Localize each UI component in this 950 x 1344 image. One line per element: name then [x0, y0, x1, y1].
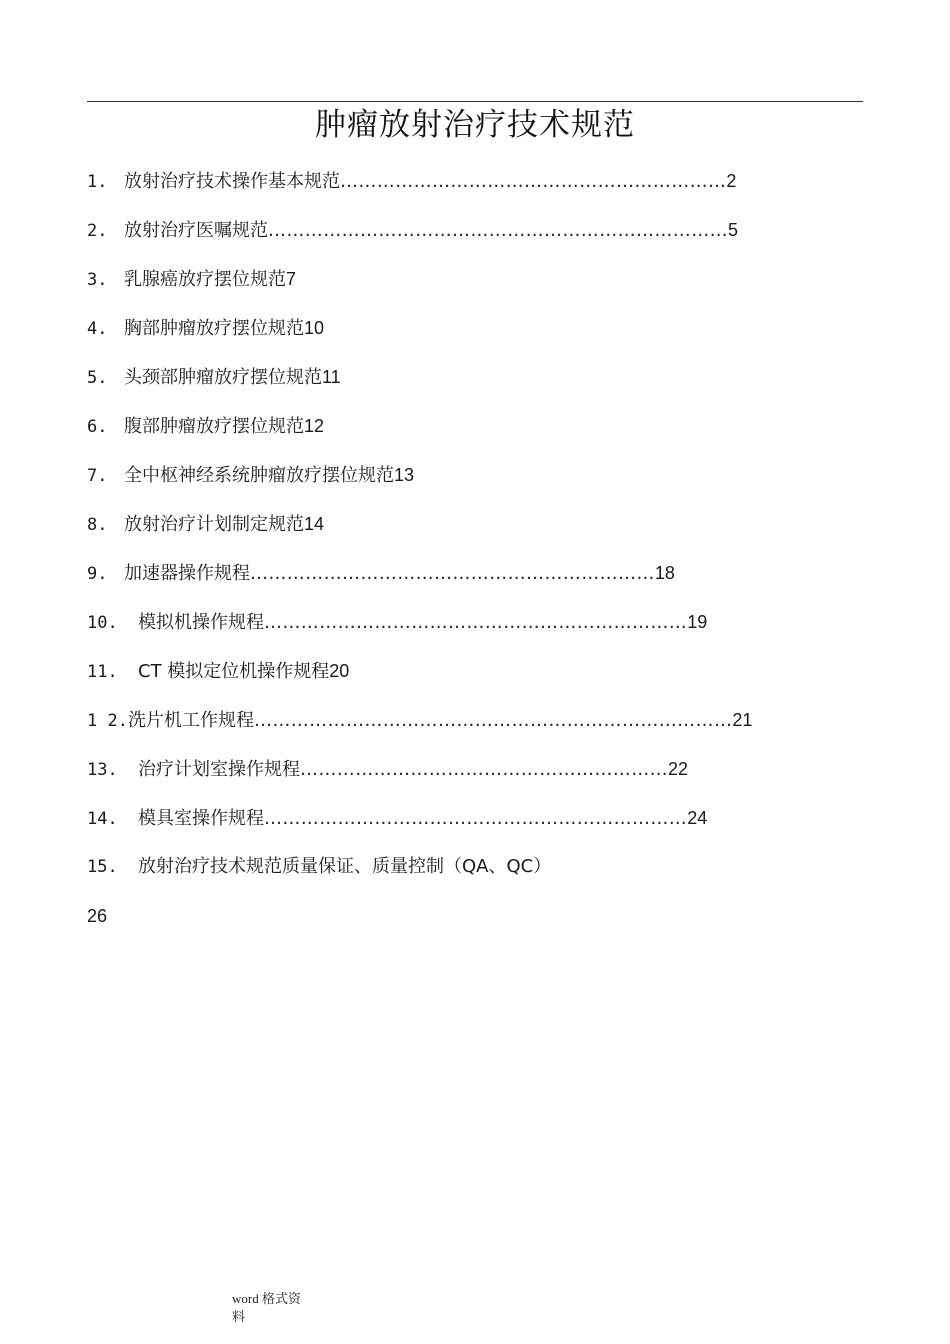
- toc-entry-leader: ……………………………………………………………: [264, 808, 688, 829]
- toc-entry: [87, 166, 863, 215]
- footer-line: 料: [232, 1309, 246, 1324]
- toc-entry: [87, 754, 863, 803]
- toc-entry-page: 5: [728, 220, 739, 240]
- toc-entry-number: 1.: [87, 172, 108, 192]
- toc-entry-label: 模具室操作规程: [138, 808, 264, 829]
- toc-entry-page: 24: [687, 808, 708, 828]
- toc-entry-leader: …………………………………………………………: [250, 563, 655, 584]
- toc-entry-page: 13: [394, 465, 415, 485]
- toc-entry: [87, 411, 863, 460]
- toc-entry-leader: ……………………………………………………………: [264, 612, 688, 633]
- toc-entry-leader: ……………………………………………………: [300, 759, 668, 780]
- toc-entry-page: 21: [732, 710, 753, 730]
- toc-entry-number: 7.: [87, 466, 108, 486]
- toc-entry-label: 全中枢神经系统肿瘤放疗摆位规范: [124, 465, 394, 486]
- toc-entry-number: 14.: [87, 809, 118, 829]
- toc-entry-page: 7: [286, 269, 297, 289]
- toc-entry: [87, 313, 863, 362]
- toc-entry-number: 4.: [87, 319, 108, 339]
- page-footer: [232, 1290, 301, 1326]
- toc-entry-page: 22: [668, 759, 689, 779]
- toc-entry: [87, 215, 863, 264]
- toc-entry-leader: …………………………………………………………………: [268, 220, 728, 241]
- toc-entry: [87, 264, 863, 313]
- toc-entry-page: 12: [304, 416, 325, 436]
- toc-entry-label: 加速器操作规程: [124, 563, 250, 584]
- toc-entry: [87, 656, 863, 705]
- toc-entry-label: 放射治疗医嘱规范: [124, 220, 268, 241]
- toc-entry-label: 乳腺癌放疗摆位规范: [124, 269, 286, 290]
- toc-entry-page: 14: [304, 514, 325, 534]
- toc-entry-number: 1 2.: [87, 711, 128, 731]
- toc-entry-label: 头颈部肿瘤放疗摆位规范: [124, 367, 322, 388]
- toc-entry-leader: ……………………………………………………………………: [253, 710, 733, 731]
- toc-entry: [87, 705, 863, 754]
- table-of-contents: [87, 166, 863, 941]
- toc-entry-page: 10: [304, 318, 325, 338]
- toc-entry: [87, 460, 863, 509]
- toc-entry-label: 腹部肿瘤放疗摆位规范: [124, 416, 304, 437]
- toc-entry-page: 18: [654, 563, 675, 583]
- toc-entry-leader: ………………………………………………………: [340, 171, 727, 192]
- toc-entry-number: 8.: [87, 515, 108, 535]
- toc-entry-label: 放射治疗技术规范质量保证、质量控制（QA、QC）: [138, 856, 552, 877]
- toc-entry-label: CT 模拟定位机操作规程: [138, 661, 330, 682]
- toc-entry-number: 11.: [87, 662, 118, 682]
- toc-entry-number: 3.: [87, 270, 108, 290]
- toc-entry-page-wrapped: 26: [87, 906, 108, 926]
- toc-entry-number: 6.: [87, 417, 108, 437]
- toc-entry-label: 放射治疗计划制定规范: [124, 514, 304, 535]
- footer-line: word 格式资: [232, 1291, 301, 1306]
- toc-entry-number: 15.: [87, 857, 118, 877]
- toc-entry-label: 治疗计划室操作规程: [138, 759, 300, 780]
- toc-entry-number: 2.: [87, 221, 108, 241]
- toc-entry-number: 10.: [87, 613, 118, 633]
- toc-entry-label: 洗片机工作规程: [127, 710, 254, 731]
- toc-entry-label: 模拟机操作规程: [138, 612, 264, 633]
- toc-entry-page: 11: [322, 367, 341, 387]
- document-title: 肿瘤放射治疗技术规范: [315, 107, 635, 143]
- toc-entry-number: 5.: [87, 368, 108, 388]
- toc-entry-number: 13.: [87, 760, 118, 780]
- toc-entry: [87, 803, 863, 852]
- toc-entry-page: 2: [726, 171, 737, 191]
- toc-entry-number: 9.: [87, 564, 108, 584]
- toc-entry: [87, 558, 863, 607]
- toc-entry-page: 20: [329, 661, 350, 681]
- toc-entry-page: 19: [687, 612, 708, 632]
- toc-entry: [87, 607, 863, 656]
- toc-entry: [87, 362, 863, 411]
- toc-entry-label: 放射治疗技术操作基本规范: [124, 171, 340, 192]
- toc-entry-label: 胸部肿瘤放疗摆位规范: [124, 318, 304, 339]
- toc-entry: [87, 852, 863, 901]
- toc-entry: [87, 509, 863, 558]
